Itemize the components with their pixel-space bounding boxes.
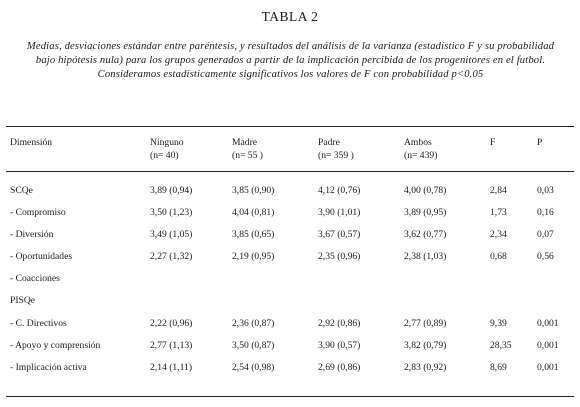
header-rule (6, 171, 574, 172)
header-cell: Ninguno (150, 137, 184, 148)
table-cell: 0,001 (537, 318, 559, 329)
table-cell: 2,54 (0,98) (232, 362, 275, 373)
table-cell: 2,14 (1,11) (150, 362, 193, 373)
table-cell: 0,56 (537, 251, 554, 262)
header-cell: Dimensión (10, 137, 53, 148)
header-subcell: (n= 55 ) (232, 150, 263, 161)
table-cell: 0,68 (490, 251, 507, 262)
header-cell: Madre (232, 137, 258, 148)
header-cell: F (490, 137, 496, 148)
table-cell: 2,35 (0,96) (318, 251, 361, 262)
row-label: - Oportunidades (10, 251, 73, 262)
table-cell: 2,77 (1,13) (150, 340, 193, 351)
row-label: - Apoyo y comprensión (10, 340, 101, 351)
bottom-rule (6, 396, 574, 397)
table-cell: 2,34 (490, 229, 507, 240)
table-title: TABLA 2 (261, 9, 319, 24)
table-cell: 2,22 (0,96) (150, 318, 193, 329)
table-cell: 1,73 (490, 207, 507, 218)
table-cell: 0,001 (537, 362, 559, 373)
top-rule (6, 126, 574, 127)
table-cell: 2,27 (1,32) (150, 251, 193, 262)
table-cell: 2,77 (0,89) (404, 318, 447, 329)
header-subcell: (n= 40) (150, 150, 179, 161)
table-cell: 4,00 (0,78) (404, 185, 447, 196)
table-cell: 2,38 (1,03) (404, 251, 447, 262)
table-cell: 3,90 (1,01) (318, 207, 361, 218)
table-cell: 3,50 (1,23) (150, 207, 193, 218)
table-cell: 3,89 (0,94) (150, 185, 193, 196)
table-cell: 0,07 (537, 229, 554, 240)
row-label: SCQe (10, 185, 33, 196)
row-label: - C. Directivos (10, 318, 67, 329)
table-cell: 2,84 (490, 185, 507, 196)
table-cell: 2,92 (0,86) (318, 318, 361, 329)
table-cell: 0,03 (537, 185, 554, 196)
row-label: - Implicación activa (10, 362, 87, 373)
table-cell: 4,12 (0,76) (318, 185, 361, 196)
header-cell: Ambos (404, 137, 432, 148)
table-cell: 3,67 (0,57) (318, 229, 361, 240)
table-cell: 0,16 (537, 207, 554, 218)
header-subcell: (n= 439) (404, 150, 438, 161)
table-cell: 2,19 (0,95) (232, 251, 275, 262)
table-cell: 3,90 (0,57) (318, 340, 361, 351)
table-cell: 8,69 (490, 362, 507, 373)
table-cell: 4,04 (0,81) (232, 207, 275, 218)
table-cell: 3,50 (0,87) (232, 340, 275, 351)
table-cell: 3,82 (0,79) (404, 340, 447, 351)
table-cell: 3,62 (0,77) (404, 229, 447, 240)
table-cell: 28,35 (490, 340, 512, 351)
header-cell: Padre (318, 137, 340, 148)
header-cell: P (537, 137, 543, 148)
table-cell: 0,001 (537, 340, 559, 351)
table-cell: 9,39 (490, 318, 507, 329)
table-cell: 3,49 (1,05) (150, 229, 193, 240)
table-cell: 2,69 (0,86) (318, 362, 361, 373)
table-cell: 3,85 (0,90) (232, 185, 275, 196)
table-cell: 2,83 (0,92) (404, 362, 447, 373)
header-subcell: (n= 359 ) (318, 150, 354, 161)
table-cell: 3,89 (0,95) (404, 207, 447, 218)
table-cell: 3,85 (0,65) (232, 229, 275, 240)
row-label: - Coacciones (10, 273, 60, 284)
row-label: - Diversión (10, 229, 54, 240)
table-cell: 2,36 (0,87) (232, 318, 275, 329)
row-label: PISQe (10, 295, 36, 306)
table-caption: Medias, desviaciones estándar entre paréntesis, y resultados del análisis de la varianza (estadístico F y su probabilidad bajo hipótesis nula) para los grupos generados a partir de la implicación percibida de los progenitores en el futbol. Consideramos estadísticamente significativos los valores de F con probabilidad p<0.05 (26, 41, 555, 81)
row-label: - Compromiso (10, 207, 66, 218)
